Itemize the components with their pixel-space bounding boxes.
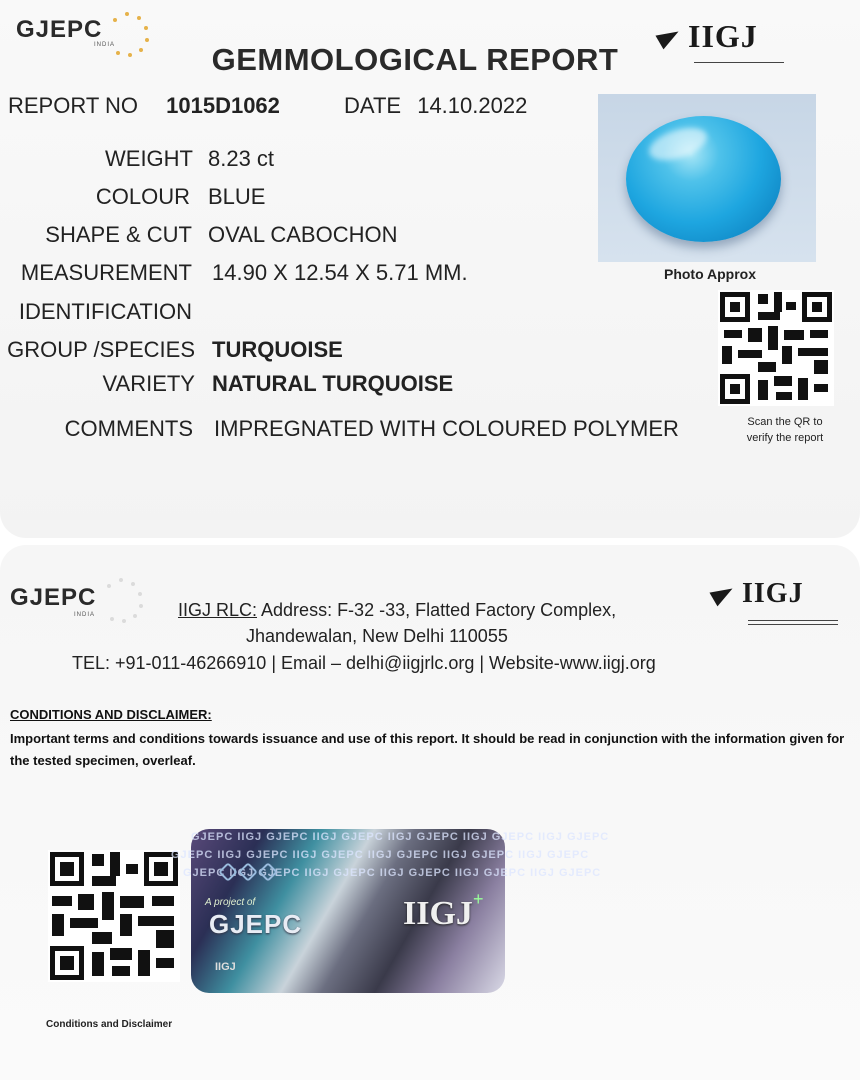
gjepc-logo-back: GJEPC INDIA (10, 584, 144, 624)
date-label: DATE (344, 93, 402, 118)
report-card-front (0, 0, 860, 538)
field-variety: VARIETY NATURAL TURQUOISE (102, 371, 454, 396)
conditions-text: Important terms and conditions towards issuance and use of this report. It should be read in conjunction with the information given for the tested specimen, overleaf. (10, 731, 845, 768)
turquoise-gem-icon (626, 116, 781, 242)
conditions-title: CONDITIONS AND DISCLAIMER: (10, 707, 212, 722)
hologram-sticker: GJEPC IIGJ GJEPC IIGJ GJEPC IIGJ GJEPC IIGJ GJEPC IIGJ GJEPC GJEPC IIGJ GJEPC IIGJ GJEPC IIGJ GJEPC IIGJ GJEPC IIGJ GJEPC GJEPC IIGJ GJEPC IIGJ GJEPC IIGJ GJEPC IIGJ GJEPC IIGJ GJEPC A project of GJEPC IIGJ + IIGJ (191, 829, 505, 993)
conditions-qr-caption: Conditions and Disclaimer (46, 1019, 173, 1030)
field-identification: IDENTIFICATION (18, 299, 192, 324)
contact-line: TEL: +91-011-46266910 | Email – delhi@iigjrlc.org | Website-www.iigj.org (72, 653, 656, 673)
page-title: GEMMOLOGICAL REPORT (211, 42, 619, 77)
gem-photo (598, 94, 816, 262)
iigj-logo: IIGJ (658, 18, 758, 55)
field-weight: WEIGHT 8.23 ct (105, 146, 275, 171)
field-group-species: GROUP /SPECIES TURQUOISE (7, 337, 343, 362)
photo-caption: Photo Approx (663, 266, 757, 282)
address-line-1: IIGJ RLC: Address: F-32 -33, Flatted Factory Complex, (178, 600, 617, 620)
report-header-row (8, 93, 527, 119)
gjepc-logo: GJEPC INDIA (16, 16, 150, 58)
gjepc-dots-icon (98, 578, 144, 624)
field-shape-cut: SHAPE & CUT OVAL CABOCHON (45, 222, 398, 247)
verify-qr-code[interactable] (718, 290, 834, 406)
field-colour: COLOUR BLUE (95, 184, 266, 209)
report-no-label: REPORT NO (8, 93, 138, 118)
iigj-logo-back: IIGJ (712, 578, 804, 610)
date-value: 14.10.2022 (417, 93, 528, 118)
address-line-2: Jhandewalan, New Delhi 110055 (246, 626, 508, 646)
qr-caption: Scan the QR to verify the report (746, 416, 824, 444)
field-comments: COMMENTS IMPREGNATED WITH COLOURED POLYMER (64, 416, 679, 441)
report-no-value: 1015D1062 (166, 93, 280, 118)
field-measurement: MEASUREMENT 14.90 X 12.54 X 5.71 MM. (20, 260, 468, 285)
hologram-plus-icon: + (473, 889, 484, 909)
iigj-arrow-icon (709, 582, 736, 607)
conditions-qr-code[interactable] (48, 850, 180, 982)
